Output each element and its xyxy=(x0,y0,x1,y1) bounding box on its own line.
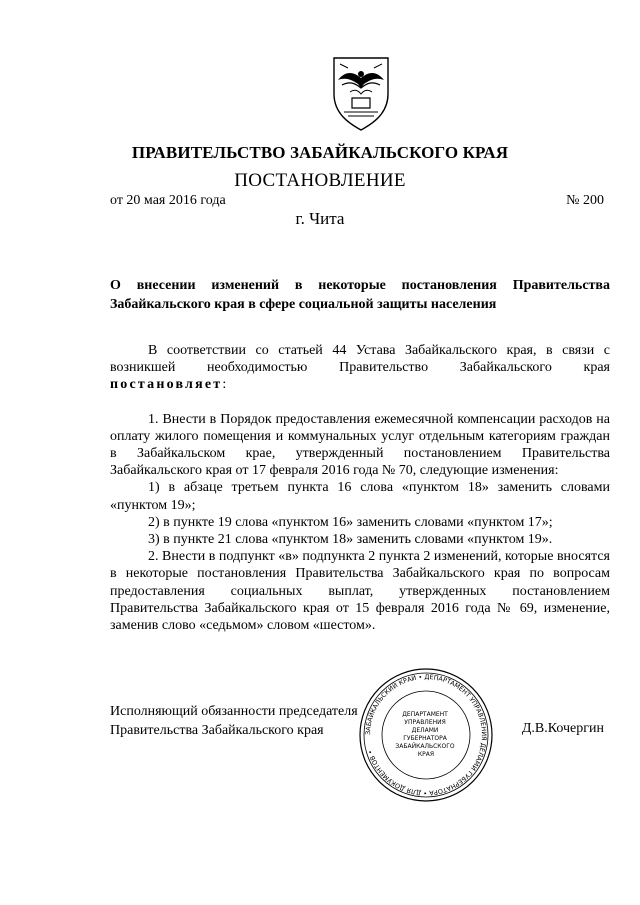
official-seal-icon xyxy=(357,666,495,804)
document-body xyxy=(110,342,610,634)
paragraph-1: 1. Внести в Порядок предоставления ежемесячной компенсации расходов на оплату жилого помещения и коммунальных услуг отдельным категориям граждан в Забайкальском крае, утвержденный постановлением Правительства Забайкальского края от 17 февраля 2016 года № 70, следующие изменения: xyxy=(110,411,610,479)
seal-center-line: ДЕЛАМИ xyxy=(411,727,439,734)
document-type: ПОСТАНОВЛЕНИЕ xyxy=(234,170,406,191)
seal-center-line: ДЕПАРТАМЕНТ xyxy=(402,711,448,718)
document-city: г. Чита xyxy=(295,209,345,228)
seal-center-line: УПРАВЛЕНИЯ xyxy=(404,719,446,726)
paragraph-2: 2. Внести в подпункт «в» подпункта 2 пункта 2 изменений, которые вносятся в некоторые постановления Правительства Забайкальского края по вопросам предоставления социальных выплат, утвержденных постановлением Правительства Забайкальского края от 15 февраля 2016 года № 69, изменение, заменив слово «седьмом» словом «шестом». xyxy=(110,549,610,634)
preamble-paragraph xyxy=(110,342,610,394)
seal-ring-text: ЗАБАЙКАЛЬСКИЙ КРАЙ • ДЕПАРТАМЕНТ УПРАВЛЕНИЯ ДЕЛАМИ ГУБЕРНАТОРА • ДЛЯ ДОКУМЕНТОВ • xyxy=(363,672,489,798)
resolves-colon: : xyxy=(222,377,227,393)
seal-center-line: ГУБЕРНАТОРА xyxy=(403,735,447,742)
resolves-word: постановляет xyxy=(110,377,223,393)
preamble-text: В соответствии со статьей 44 Устава Забайкальского края, в связи с возникшей необходимостью Правительство Забайкальского края xyxy=(110,343,610,376)
seal-center-line: ЗАБАЙКАЛЬСКОГО xyxy=(395,743,455,750)
signatory-position-line-2: Правительства Забайкальского края xyxy=(110,723,324,738)
seal-center-line: КРАЯ xyxy=(417,751,435,758)
signatory-position-line-1: Исполняющий обязанности председателя xyxy=(110,704,358,719)
paragraph-1-item-3: 3) в пункте 21 слова «пунктом 18» заменить словами «пунктом 19». xyxy=(148,532,553,548)
coat-of-arms-icon xyxy=(328,54,394,132)
signatory-position xyxy=(110,702,358,740)
paragraph-1-item-2: 2) в пункте 19 слова «пунктом 16» заменить словами «пунктом 17»; xyxy=(148,514,553,530)
government-title: ПРАВИТЕЛЬСТВО ЗАБАЙКАЛЬСКОГО КРАЯ xyxy=(131,143,509,162)
signatory-name: Д.В.Кочергин xyxy=(521,721,604,736)
document-date: от 20 мая 2016 года xyxy=(110,193,226,208)
svg-text:ДЕПАРТАМЕНТ УПРАВЛЕНИЯ xyxy=(395,711,456,758)
document-number: № 200 xyxy=(566,193,604,208)
document-subject: О внесении изменений в некоторые постановления Правительства Забайкальского края в сфере социальной защиты населения xyxy=(110,278,610,312)
paragraph-1-item-1: 1) в абзаце третьем пункта 16 слова «пунктом 18» заменить словами «пунктом 19»; xyxy=(110,480,610,513)
